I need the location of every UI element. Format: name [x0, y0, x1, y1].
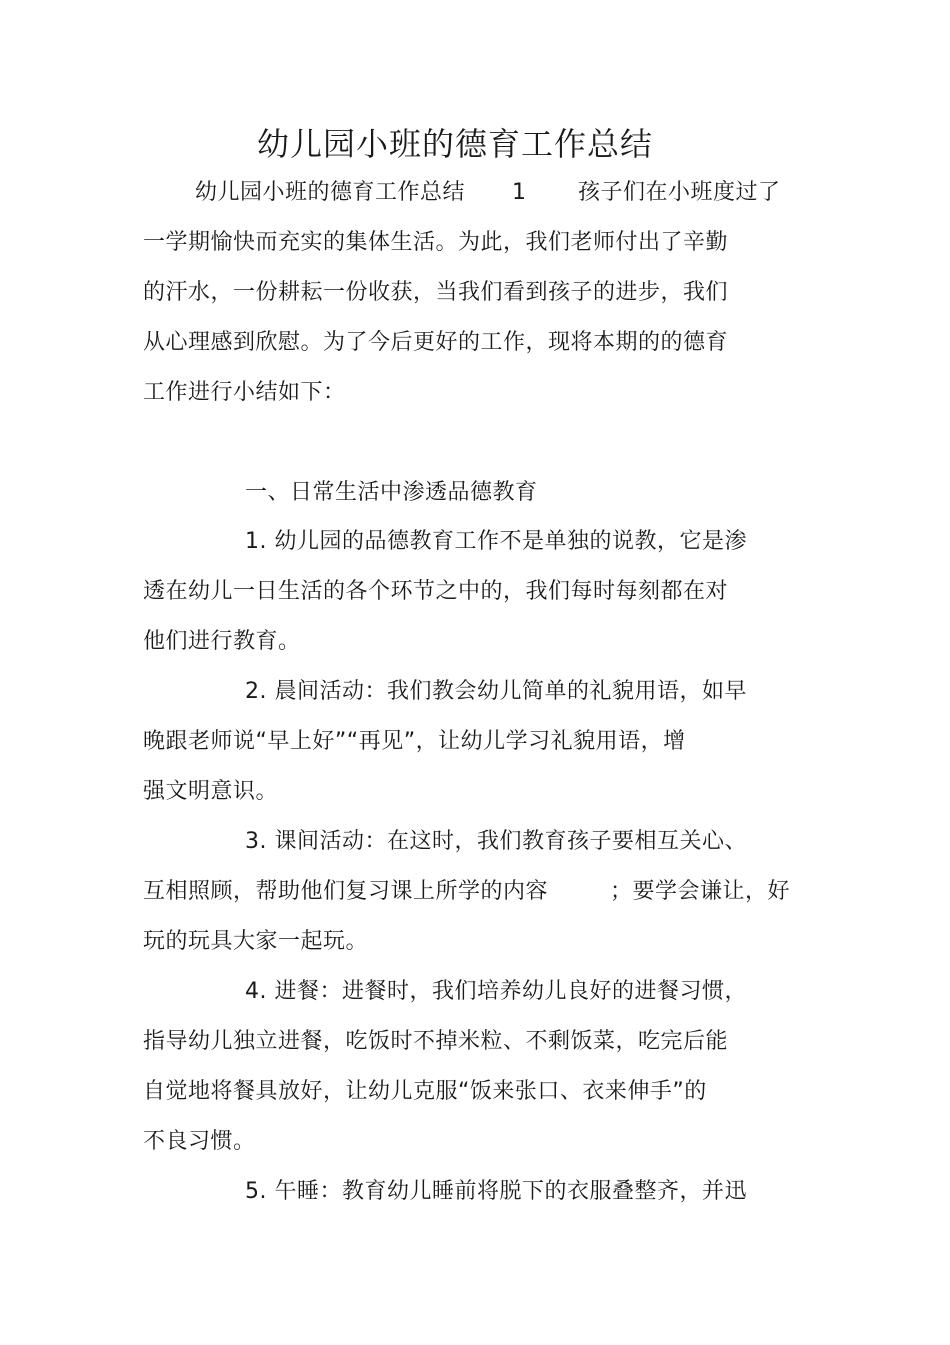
item-1-line-3: 他们进行教育。 [143, 629, 301, 654]
item-3-line-2: 互相照顾，帮助他们复习课上所学的内容 [143, 879, 549, 904]
item-1-line-2: 透在幼儿一日生活的各个环节之中的，我们每时每刻都在对 [143, 579, 729, 604]
item-4-line-3: 自觉地将餐具放好，让幼儿克服“饭来张口、衣来伸手”的 [143, 1079, 707, 1104]
item-4-line-2: 指导幼儿独立进餐，吃饭时不掉米粒、不剩饭菜，吃完后能 [143, 1029, 729, 1054]
intro-line-1-rest: 孩子们在小班度过了 [578, 180, 781, 205]
item-4-line-4: 不良习惯。 [143, 1129, 256, 1154]
item-5-line-1: 5. 午睡：教育幼儿睡前将脱下的衣服叠整齐，并迅 [245, 1179, 747, 1204]
item-2-line-1: 2. 晨间活动：我们教会幼儿简单的礼貌用语，如早 [245, 679, 747, 704]
section-heading: 一、日常生活中渗透品德教育 [245, 480, 538, 505]
item-3-line-3: 玩的玩具大家一起玩。 [143, 929, 369, 954]
intro-lead: 幼儿园小班的德育工作总结 [195, 180, 466, 205]
item-3-line-2-tail: ；要学会谦让，好 [610, 879, 791, 904]
item-4-line-1: 4. 进餐：进餐时，我们培养幼儿良好的进餐习惯， [245, 979, 747, 1004]
intro-line-5: 工作进行小结如下： [143, 380, 346, 405]
document-title: 幼儿园小班的德育工作总结 [256, 125, 653, 163]
intro-line-2: 一学期愉快而充实的集体生活。为此，我们老师付出了辛勤 [143, 230, 729, 255]
intro-line-4: 从心理感到欣慰。为了今后更好的工作，现将本期的的德育 [143, 330, 729, 355]
item-3-line-1: 3. 课间活动：在这时，我们教育孩子要相互关心、 [245, 829, 747, 854]
item-2-line-2: 晚跟老师说“早上好”“再见”，让幼儿学习礼貌用语，增 [143, 729, 686, 754]
intro-number: 1 [512, 180, 527, 205]
item-1-line-1: 1. 幼儿园的品德教育工作不是单独的说教，它是渗 [245, 529, 747, 554]
item-2-line-3: 强文明意识。 [143, 779, 279, 804]
intro-line-3: 的汗水，一份耕耘一份收获，当我们看到孩子的进步，我们 [143, 280, 729, 305]
